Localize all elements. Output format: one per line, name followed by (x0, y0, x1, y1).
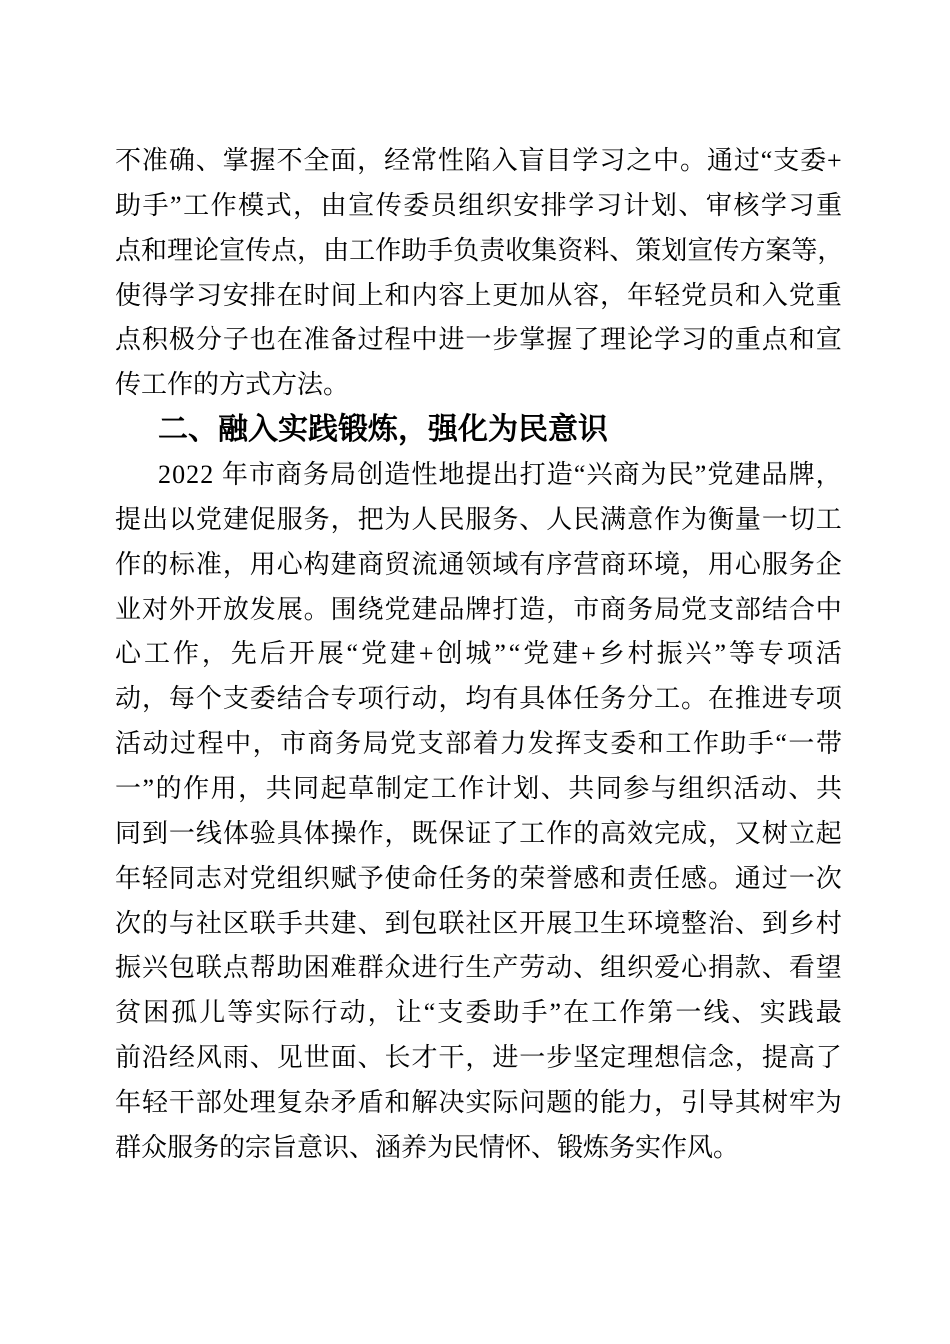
text-line: 群众服务的宗旨意识、涵养为民情怀、锻炼务实作风。 (115, 1132, 740, 1162)
text-line: 同 到 一 线 体 验 具 体 操 作 ， 既 保 证 了 工 作 的 高 效 完 成 ， 又 树 立 起 (115, 818, 842, 848)
text-line: 作 的 标 准 ， 用 心 构 建 商 贸 流 通 领 域 有 序 营 商 环 境 ， 用 心 服 务 企 (115, 549, 842, 579)
text-line: 前 沿 经 风 雨 、 见 世 面 、 长 才 干 ， 进 一 步 坚 定 理 想 信 念 ， 提 高 了 (115, 1043, 842, 1073)
text-line: 贫 困 孤 儿 等 实 际 行 动 ， 让 “ 支 委 助 手 ” 在 工 作 第 一 线 、 实 践 最 (115, 998, 842, 1028)
text-line: 活 动 过 程 中 ， 市 商 务 局 党 支 部 着 力 发 挥 支 委 和 工 作 助 手 “ 一 带 (115, 729, 842, 759)
text-line: 点 和 理 论 宣 传 点 ， 由 工 作 助 手 负 责 收 集 资 料 、 策 划 宣 传 方 案 等 ， (115, 235, 844, 265)
text-line: 使 得 学 习 安 排 在 时 间 上 和 内 容 上 更 加 从 容 ， 年 轻 党 员 和 入 党 重 (115, 280, 842, 310)
text-line: 传工作的方式方法。 (115, 370, 350, 400)
text-line: 助 手 ” 工 作 模 式 ， 由 宣 传 委 员 组 织 安 排 学 习 计 划 、 审 核 学 习 重 (115, 190, 842, 220)
text-line: 2 0 2 2 年 市 商 务 局 创 造 性 地 提 出 打 造 “ 兴 商 为 民 ” 党 建 品 牌 ， (158, 460, 842, 490)
text-line: 心 工 作 ， 先 后 开 展 “ 党 建 + 创 城 ” “ 党 建 + 乡 村 振 兴 ” 等 专 项 活 (115, 639, 842, 669)
text-line: 业 对 外 开 放 发 展 。 围 绕 党 建 品 牌 打 造 ， 市 商 务 局 党 支 部 结 合 中 (115, 594, 842, 624)
section-heading: 二、融入实践锻炼，强化为民意识 (158, 413, 608, 447)
text-line: 提 出 以 党 建 促 服 务 ， 把 为 人 民 服 务 、 人 民 满 意 作 为 衡 量 一 切 工 (115, 504, 842, 534)
text-line: 一 ” 的 作 用 ， 共 同 起 草 制 定 工 作 计 划 、 共 同 参 与 组 织 活 动 、 共 (115, 774, 842, 804)
text-line: 年 轻 干 部 处 理 复 杂 矛 盾 和 解 决 实 际 问 题 的 能 力 ， 引 导 其 树 牢 为 (115, 1088, 842, 1118)
text-line: 年 轻 同 志 对 党 组 织 赋 予 使 命 任 务 的 荣 誉 感 和 责 任 感 。 通 过 一 次 (115, 863, 842, 893)
text-line: 点 积 极 分 子 也 在 准 备 过 程 中 进 一 步 掌 握 了 理 论 学 习 的 重 点 和 宣 (115, 325, 842, 355)
text-line: 不 准 确 、 掌 握 不 全 面 ， 经 常 性 陷 入 盲 目 学 习 之 中 。 通 过 “ 支 委 + (115, 146, 842, 175)
document-text-block (115, 139, 842, 1171)
text-line: 振 兴 包 联 点 帮 助 困 难 群 众 进 行 生 产 劳 动 、 组 织 爱 心 捐 款 、 看 望 (115, 953, 842, 983)
text-line: 动 ， 每 个 支 委 结 合 专 项 行 动 ， 均 有 具 体 任 务 分 工 。 在 推 进 专 项 (115, 684, 842, 714)
text-line: 次 的 与 社 区 联 手 共 建 、 到 包 联 社 区 开 展 卫 生 环 境 整 治 、 到 乡 村 (115, 908, 842, 938)
